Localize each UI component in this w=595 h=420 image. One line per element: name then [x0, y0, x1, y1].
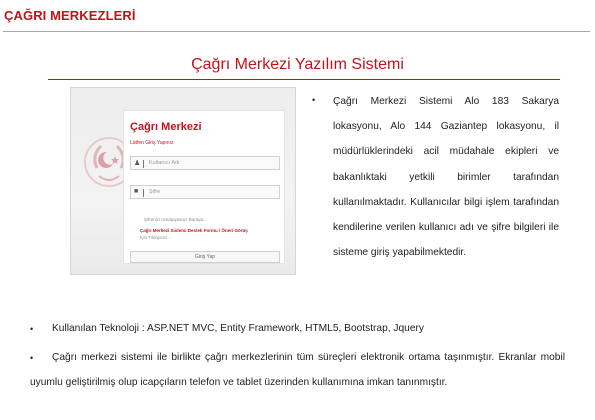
login-screenshot: [70, 87, 296, 275]
title-underline: [48, 79, 560, 80]
bullet-marker: •: [30, 324, 34, 334]
list-item: [30, 346, 565, 395]
forgot-password-link[interactable]: Şifrenizi Unuttuysanız Buraya...: [144, 217, 207, 222]
bullet-text: Kullanılan Teknoloji : ASP.NET MVC, Entity Framework, HTML5, Bootstrap, Jquery: [52, 323, 424, 334]
bullet-list: [30, 320, 565, 395]
username-placeholder: Kullanıcı Adı: [149, 160, 180, 166]
list-item: [30, 320, 565, 338]
bullet-text: Çağrı merkezi sistemi ile birlikte çağrı merkezlerinin tüm süreçleri elektronik ortama taşınmıştır. Ekranlar mobil uyumlu geliştirilmiş olup icapçıların telefon ve tablet üzerinden kullanımına imkan tanınmıştır.: [30, 352, 565, 388]
login-panel: [123, 110, 285, 264]
login-heading: Çağrı Merkezi: [130, 121, 202, 133]
support-form-link-continued[interactable]: İçin Tıklayınız...: [140, 235, 172, 240]
username-field[interactable]: [130, 156, 280, 170]
password-placeholder: Şifre: [149, 189, 161, 195]
field-separator: [143, 160, 144, 168]
login-button[interactable]: Giriş Yap: [130, 251, 280, 263]
description-bullet: •: [312, 95, 316, 105]
user-icon: ♟: [134, 160, 141, 167]
support-form-link[interactable]: Çağrı Merkezi Sistemi Destek Formu / Öneri Görüş: [140, 228, 248, 233]
slide-title: Çağrı Merkezi Yazılım Sistemi: [191, 56, 404, 73]
lock-icon: ■: [134, 188, 139, 195]
password-field[interactable]: [130, 185, 280, 199]
field-separator: [143, 189, 144, 197]
header-title: ÇAĞRI MERKEZLERİ: [4, 8, 136, 23]
bullet-marker: •: [30, 353, 34, 363]
header-divider: [3, 31, 590, 32]
login-welcome-text: Lütfen Giriş Yapınız: [130, 140, 174, 146]
description-paragraph: Çağrı Merkezi Sistemi Alo 183 Sakarya lokasyonu, Alo 144 Gaziantep lokasyonu, il müdürlüklerindeki acil müdahale ekipleri ve bakanlıktaki yetkili birimler tarafından kullanılmaktadır. Kullanıcılar bilgi işlem tarafından kendilerine verilen kullanıcı adı ve şifre bilgileri ile sisteme giriş yapabilmektedir.: [333, 96, 559, 259]
